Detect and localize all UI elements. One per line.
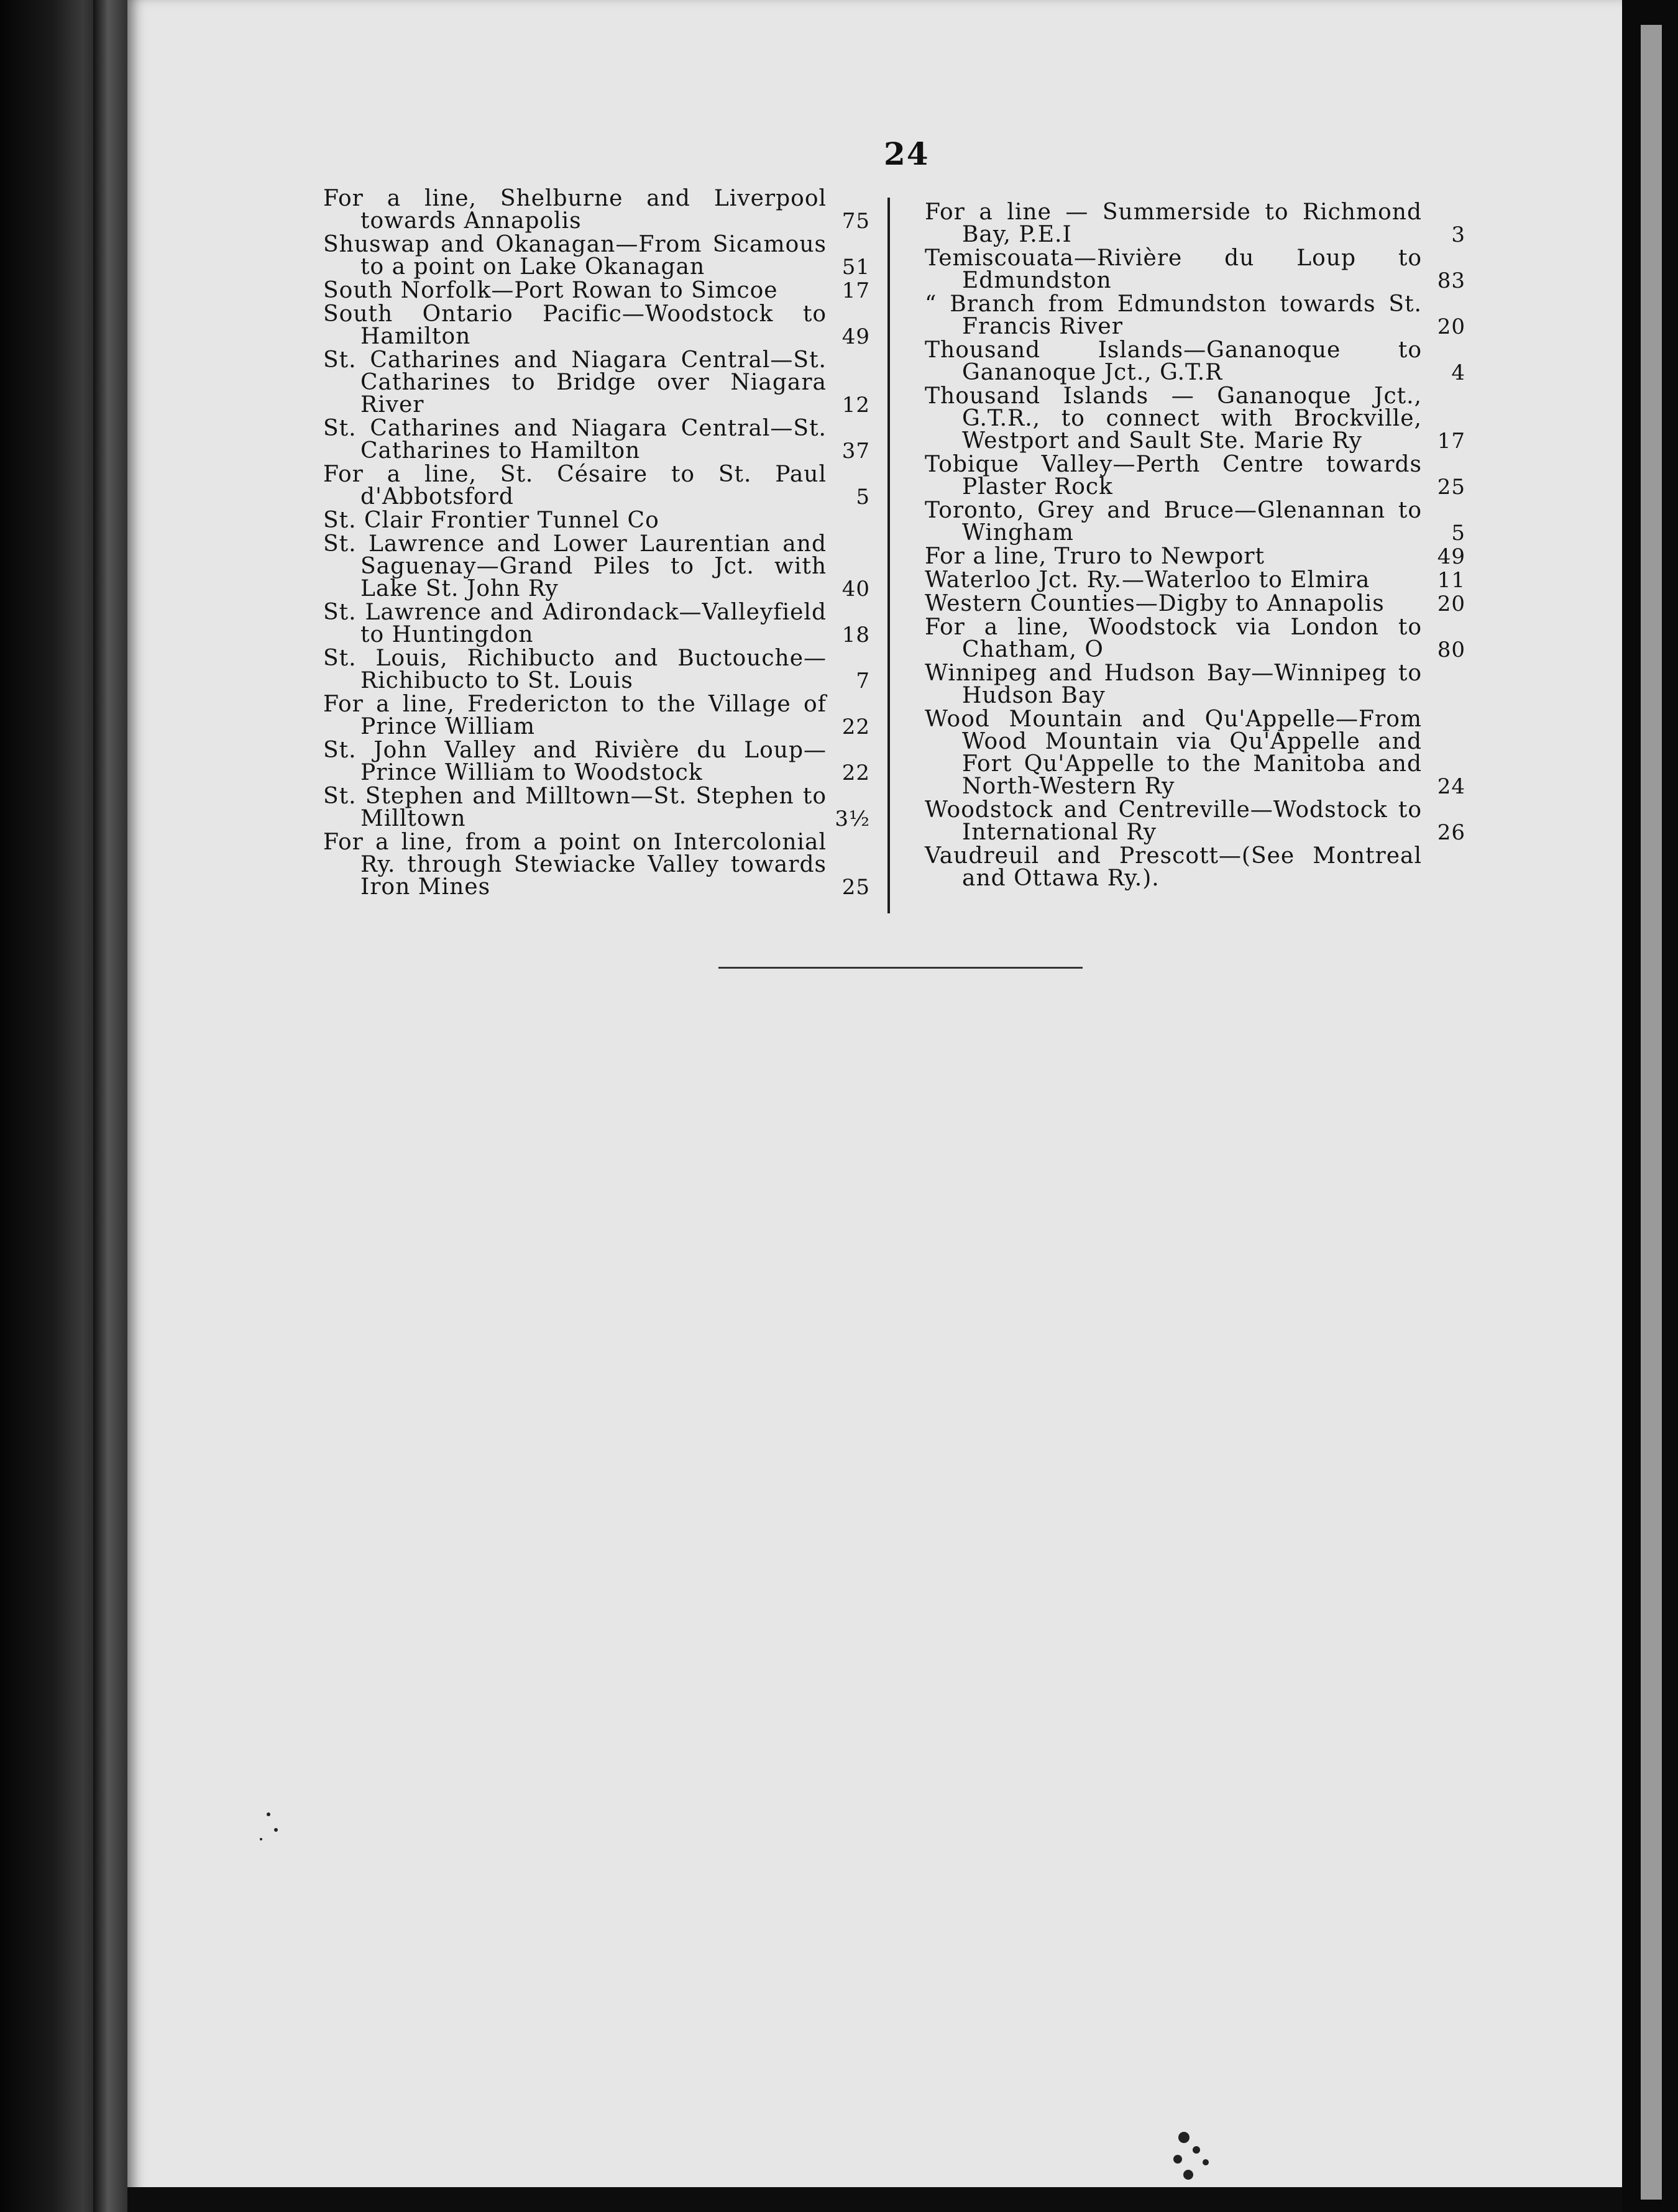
book-spine <box>93 0 131 2212</box>
left-column-entry-mileage: 22 <box>841 715 870 739</box>
left-column-entry <box>323 601 870 646</box>
left-column-entry-text: For a line, St. Césaire to St. Paul d'Abbotsford <box>323 462 827 510</box>
left-column-entry-mileage: 3½ <box>835 807 870 831</box>
left-column-entry-text: St. Catharines and Niagara Central—St. Catharines to Bridge over Niagara River <box>323 347 827 418</box>
left-column-entry-text: St. John Valley and Rivière du Loup—Prince William to Woodstock <box>323 738 827 785</box>
right-column-entry-mileage: 4 <box>1451 360 1465 385</box>
right-column-entry-mileage: 5 <box>1451 521 1465 546</box>
right-column-entry-text: Winnipeg and Hudson Bay—Winnipeg to Hudson Bay <box>925 660 1422 708</box>
left-column <box>323 188 870 900</box>
right-column-entry-text: For a line — Summerside to Richmond Bay, P.E.I <box>925 199 1422 247</box>
right-column-entry-mileage: 24 <box>1437 774 1465 799</box>
left-column-entry <box>323 647 870 692</box>
left-column-entry <box>323 831 870 898</box>
right-column-entry <box>925 662 1465 707</box>
left-column-entry <box>323 693 870 738</box>
left-column-entry-mileage: 37 <box>841 439 870 464</box>
right-column-entry-mileage: 80 <box>1437 638 1465 662</box>
scan-bottom-edge <box>127 2187 1622 2212</box>
right-column-entry <box>925 201 1465 246</box>
left-column-entry-mileage: 7 <box>856 669 870 693</box>
right-column-entry-text: Thousand Islands—Gananoque to Gananoque Jct., G.T.R <box>925 337 1422 385</box>
left-column-entry <box>323 739 870 784</box>
right-column-entry-mileage: 11 <box>1437 568 1465 593</box>
left-column-entry <box>323 464 870 508</box>
right-column-entry <box>925 708 1465 798</box>
left-column-entry <box>323 785 870 830</box>
right-column-entry-text: Woodstock and Centreville—Wodstock to International Ry <box>925 797 1422 845</box>
left-column-entry <box>323 303 870 348</box>
right-column-entry <box>925 569 1465 592</box>
right-column-entry-mileage: 20 <box>1437 314 1465 339</box>
left-column-entry <box>323 188 870 232</box>
left-column-entry <box>323 280 870 302</box>
left-column-entry-mileage: 12 <box>841 393 870 418</box>
right-column-entry <box>925 593 1465 615</box>
right-column-entry-text: Temiscouata—Rivière du Loup to Edmundston <box>925 245 1422 293</box>
left-column-entry-mileage: 75 <box>841 209 870 234</box>
right-column-entry <box>925 339 1465 384</box>
left-column-entry-mileage: 51 <box>841 255 870 280</box>
right-column-entry <box>925 546 1465 568</box>
left-column-entry-text: St. Lawrence and Adirondack—Valleyfield to Huntingdon <box>323 600 827 647</box>
right-column-entry-text: For a line, Truro to Newport <box>925 544 1265 569</box>
left-column-entry-mileage: 5 <box>856 485 870 510</box>
right-column-entry-mileage: 83 <box>1437 268 1465 293</box>
right-column <box>925 201 1465 891</box>
right-column-entry-text: Thousand Islands — Gananoque Jct., G.T.R., to connect with Brockville, Westport and Sault Ste. Marie Ry <box>925 383 1422 454</box>
left-column-entry <box>323 533 870 600</box>
right-column-entry-text: Tobique Valley—Perth Centre towards Plaster Rock <box>925 452 1422 500</box>
left-column-entry-text: For a line, Shelburne and Liverpool towards Annapolis <box>323 186 827 234</box>
right-column-entry-mileage: 25 <box>1437 475 1465 500</box>
right-column-entry <box>925 500 1465 544</box>
right-column-entry-text: Western Counties—Digby to Annapolis <box>925 591 1385 616</box>
right-column-entry-mileage: 3 <box>1451 222 1465 247</box>
left-column-entry-mileage: 22 <box>841 761 870 785</box>
left-column-entry-mileage: 17 <box>841 278 870 303</box>
left-column-entry <box>323 349 870 416</box>
right-column-entry-text: Wood Mountain and Qu'Appelle—From Wood Mountain via Qu'Appelle and Fort Qu'Appelle to the Manitoba and North-Western Ry <box>925 706 1422 799</box>
left-column-entry <box>323 418 870 462</box>
right-column-entry-text: Waterloo Jct. Ry.—Waterloo to Elmira <box>925 567 1370 593</box>
next-page-sliver <box>1641 25 1662 2200</box>
scan-right-edge <box>1622 0 1678 2212</box>
right-column-entry-mileage: 26 <box>1437 820 1465 845</box>
left-column-entry-text: South Ontario Pacific—Woodstock to Hamilton <box>323 301 827 349</box>
right-column-entry-mileage: 17 <box>1437 429 1465 454</box>
right-column-entry <box>925 454 1465 498</box>
left-column-entry-mileage: 25 <box>841 875 870 900</box>
left-column-entry-text: St. Lawrence and Lower Laurentian and Saguenay—Grand Piles to Jct. with Lake St. John Ry <box>323 531 827 601</box>
right-column-entry <box>925 385 1465 452</box>
left-column-entry-text: St. Louis, Richibucto and Buctouche—Richibucto to St. Louis <box>323 646 827 693</box>
right-column-entry-mileage: 20 <box>1437 592 1465 616</box>
left-column-entry-text: St. Clair Frontier Tunnel Co <box>323 508 659 533</box>
left-column-entry-mileage: 40 <box>841 577 870 601</box>
left-column-entry-mileage: 18 <box>841 623 870 647</box>
right-column-entry <box>925 616 1465 661</box>
column-divider <box>887 198 890 913</box>
right-column-entry <box>925 799 1465 844</box>
left-column-entry-text: St. Stephen and Milltown—St. Stephen to Milltown <box>323 784 827 831</box>
page-number: 24 <box>884 135 930 172</box>
left-column-entry-text: For a line, from a point on Intercolonial Ry. through Stewiacke Valley towards Iron Mines <box>323 830 827 900</box>
left-column-entry-text: St. Catharines and Niagara Central—St. Catharines to Hamilton <box>323 416 827 464</box>
right-column-entry-text: Toronto, Grey and Bruce—Glenannan to Wingham <box>925 498 1422 546</box>
left-column-entry-mileage: 49 <box>841 324 870 349</box>
right-column-entry-mileage: 49 <box>1437 544 1465 569</box>
right-column-entry <box>925 247 1465 292</box>
right-column-entry-text: Vaudreuil and Prescott—(See Montreal and Ottawa Ry.). <box>925 843 1422 891</box>
right-column-entry <box>925 293 1465 338</box>
right-column-entry <box>925 845 1465 890</box>
left-column-entry <box>323 234 870 278</box>
left-column-entry-text: For a line, Fredericton to the Village of Prince William <box>323 692 827 739</box>
left-column-entry <box>323 510 870 532</box>
right-column-entry-text: For a line, Woodstock via London to Chatham, O <box>925 615 1422 662</box>
closing-rule <box>718 967 1083 969</box>
right-column-entry-text: “ Branch from Edmundston towards St. Francis River <box>925 291 1422 339</box>
left-column-entry-text: Shuswap and Okanagan—From Sicamous to a point on Lake Okanagan <box>323 232 827 280</box>
left-column-entry-text: South Norfolk—Port Rowan to Simcoe <box>323 278 778 303</box>
